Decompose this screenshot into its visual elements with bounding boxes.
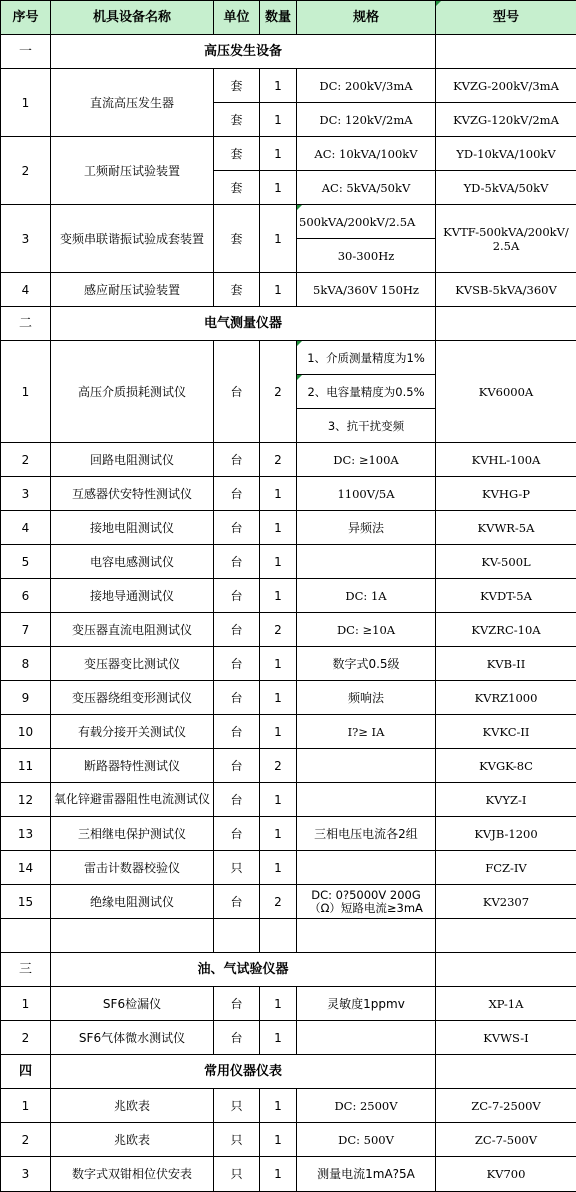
item-name: 接地导通测试仪 bbox=[51, 579, 214, 613]
item-unit: 只 bbox=[214, 1089, 260, 1123]
item-unit: 台 bbox=[214, 783, 260, 817]
item-model: KVYZ-I bbox=[436, 783, 576, 817]
header-model: 型号 bbox=[436, 1, 576, 35]
item-name: 兆欧表 bbox=[51, 1089, 214, 1123]
section-title: 电气测量仪器 bbox=[51, 307, 436, 341]
item-unit: 套 bbox=[214, 137, 260, 171]
item-number: 8 bbox=[1, 647, 51, 681]
item-unit: 台 bbox=[214, 987, 260, 1021]
item-number: 3 bbox=[1, 477, 51, 511]
item-model: KVTF-500kVA/200kV/2.5A bbox=[436, 205, 576, 273]
item-name: 高压介质损耗测试仪 bbox=[51, 341, 214, 443]
empty-cell bbox=[51, 919, 214, 953]
item-spec bbox=[297, 783, 436, 817]
table-row bbox=[1, 1021, 576, 1055]
item-model: KV2307 bbox=[436, 885, 576, 919]
item-spec: 1100V/5A bbox=[297, 477, 436, 511]
item-spec: DC: 200kV/3mA bbox=[297, 69, 436, 103]
empty-row bbox=[1, 919, 576, 953]
item-qty: 1 bbox=[260, 647, 297, 681]
table-row bbox=[1, 613, 576, 647]
item-spec: 数字式0.5级 bbox=[297, 647, 436, 681]
item-model: KVB-II bbox=[436, 647, 576, 681]
item-model: FCZ-IV bbox=[436, 851, 576, 885]
item-model: KVHL-100A bbox=[436, 443, 576, 477]
section-empty-cell bbox=[436, 307, 576, 341]
section-row bbox=[1, 1055, 576, 1089]
item-model: KVJB-1200 bbox=[436, 817, 576, 851]
header-no: 序号 bbox=[1, 1, 51, 35]
item-qty: 2 bbox=[260, 885, 297, 919]
item-name: 变压器变比测试仪 bbox=[51, 647, 214, 681]
item-qty: 1 bbox=[260, 1089, 297, 1123]
item-qty: 1 bbox=[260, 783, 297, 817]
table-row bbox=[1, 137, 576, 171]
item-number: 2 bbox=[1, 1123, 51, 1157]
item-name: 兆欧表 bbox=[51, 1123, 214, 1157]
item-model: KVWR-5A bbox=[436, 511, 576, 545]
item-name: 感应耐压试验装置 bbox=[51, 273, 214, 307]
item-number: 4 bbox=[1, 273, 51, 307]
item-model: KV6000A bbox=[436, 341, 576, 443]
item-unit: 只 bbox=[214, 1157, 260, 1192]
section-row bbox=[1, 35, 576, 69]
item-model: KVKC-II bbox=[436, 715, 576, 749]
item-unit: 台 bbox=[214, 579, 260, 613]
item-number: 2 bbox=[1, 1021, 51, 1055]
item-number: 15 bbox=[1, 885, 51, 919]
item-number: 9 bbox=[1, 681, 51, 715]
item-name: 氧化锌避雷器阻性电流测试仪 bbox=[51, 783, 214, 817]
table-row bbox=[1, 987, 576, 1021]
table-row bbox=[1, 1123, 576, 1157]
item-unit: 台 bbox=[214, 613, 260, 647]
item-model: KVRZ1000 bbox=[436, 681, 576, 715]
item-number: 3 bbox=[1, 205, 51, 273]
item-spec: 2、电容量精度为0.5% bbox=[297, 375, 436, 409]
item-qty: 1 bbox=[260, 103, 297, 137]
item-qty: 1 bbox=[260, 1021, 297, 1055]
table-row bbox=[1, 817, 576, 851]
item-qty: 1 bbox=[260, 477, 297, 511]
empty-cell bbox=[214, 919, 260, 953]
item-model: KV-500L bbox=[436, 545, 576, 579]
item-name: 绝缘电阻测试仪 bbox=[51, 885, 214, 919]
item-unit: 台 bbox=[214, 545, 260, 579]
header-spec: 规格 bbox=[297, 1, 436, 35]
header-name: 机具设备名称 bbox=[51, 1, 214, 35]
table-row bbox=[1, 511, 576, 545]
item-qty: 2 bbox=[260, 443, 297, 477]
section-number: 四 bbox=[1, 1055, 51, 1089]
item-unit: 套 bbox=[214, 171, 260, 205]
section-row bbox=[1, 307, 576, 341]
item-unit: 套 bbox=[214, 273, 260, 307]
item-unit: 台 bbox=[214, 749, 260, 783]
item-spec: AC: 5kVA/50kV bbox=[297, 171, 436, 205]
item-number: 1 bbox=[1, 1089, 51, 1123]
item-qty: 2 bbox=[260, 749, 297, 783]
table-row bbox=[1, 273, 576, 307]
section-row bbox=[1, 953, 576, 987]
section-number: 三 bbox=[1, 953, 51, 987]
item-number: 1 bbox=[1, 987, 51, 1021]
item-qty: 2 bbox=[260, 613, 297, 647]
item-number: 4 bbox=[1, 511, 51, 545]
item-number: 2 bbox=[1, 443, 51, 477]
item-spec: I?≥ IA bbox=[297, 715, 436, 749]
section-number: 一 bbox=[1, 35, 51, 69]
item-name: 电容电感测试仪 bbox=[51, 545, 214, 579]
item-spec: 测量电流1mA?5A bbox=[297, 1157, 436, 1192]
header-unit: 单位 bbox=[214, 1, 260, 35]
table-row bbox=[1, 715, 576, 749]
item-name: SF6检漏仪 bbox=[51, 987, 214, 1021]
table-row bbox=[1, 205, 576, 239]
item-qty: 1 bbox=[260, 851, 297, 885]
item-name: 互感器伏安特性测试仪 bbox=[51, 477, 214, 511]
section-title: 高压发生设备 bbox=[51, 35, 436, 69]
empty-cell bbox=[436, 919, 576, 953]
item-name: 接地电阻测试仪 bbox=[51, 511, 214, 545]
table-row bbox=[1, 783, 576, 817]
item-name: 数字式双钳相位伏安表 bbox=[51, 1157, 214, 1192]
item-number: 11 bbox=[1, 749, 51, 783]
item-qty: 1 bbox=[260, 817, 297, 851]
item-spec bbox=[297, 749, 436, 783]
item-model: KVZRC-10A bbox=[436, 613, 576, 647]
item-number: 3 bbox=[1, 1157, 51, 1192]
item-spec: 5kVA/360V 150Hz bbox=[297, 273, 436, 307]
item-qty: 1 bbox=[260, 171, 297, 205]
item-spec: DC: 1A bbox=[297, 579, 436, 613]
item-unit: 台 bbox=[214, 817, 260, 851]
empty-cell bbox=[297, 919, 436, 953]
item-model: KVDT-5A bbox=[436, 579, 576, 613]
item-model: ZC-7-500V bbox=[436, 1123, 576, 1157]
item-spec: DC: 0?5000V 200G（Ω）短路电流≥3mA bbox=[297, 885, 436, 919]
section-title: 常用仪器仪表 bbox=[51, 1055, 436, 1089]
item-spec: 三相电压电流各2组 bbox=[297, 817, 436, 851]
section-title: 油、气试验仪器 bbox=[51, 953, 436, 987]
item-name: 变压器直流电阻测试仪 bbox=[51, 613, 214, 647]
item-name: 三相继电保护测试仪 bbox=[51, 817, 214, 851]
item-name: 雷击计数器校验仪 bbox=[51, 851, 214, 885]
item-number: 12 bbox=[1, 783, 51, 817]
item-unit: 只 bbox=[214, 851, 260, 885]
empty-cell bbox=[1, 919, 51, 953]
item-number: 2 bbox=[1, 137, 51, 205]
table-row bbox=[1, 579, 576, 613]
item-model: KVWS-I bbox=[436, 1021, 576, 1055]
item-qty: 2 bbox=[260, 341, 297, 443]
item-unit: 台 bbox=[214, 443, 260, 477]
item-spec: 灵敏度1ppmv bbox=[297, 987, 436, 1021]
item-qty: 1 bbox=[260, 273, 297, 307]
table-row bbox=[1, 341, 576, 375]
item-spec bbox=[297, 1021, 436, 1055]
item-unit: 台 bbox=[214, 715, 260, 749]
table-row bbox=[1, 681, 576, 715]
item-unit: 台 bbox=[214, 681, 260, 715]
item-unit: 台 bbox=[214, 885, 260, 919]
item-unit: 套 bbox=[214, 205, 260, 273]
section-empty-cell bbox=[436, 953, 576, 987]
item-spec: DC: 500V bbox=[297, 1123, 436, 1157]
item-name: 变压器绕组变形测试仪 bbox=[51, 681, 214, 715]
item-number: 1 bbox=[1, 69, 51, 137]
item-spec: 500kVA/200kV/2.5A bbox=[297, 205, 436, 239]
item-model: KVHG-P bbox=[436, 477, 576, 511]
item-number: 1 bbox=[1, 341, 51, 443]
item-spec: 异频法 bbox=[297, 511, 436, 545]
section-empty-cell bbox=[436, 35, 576, 69]
item-model: ZC-7-2500V bbox=[436, 1089, 576, 1123]
section-empty-cell bbox=[436, 1055, 576, 1089]
table-row bbox=[1, 1157, 576, 1192]
item-number: 5 bbox=[1, 545, 51, 579]
item-name: 工频耐压试验装置 bbox=[51, 137, 214, 205]
item-model: KVZG-120kV/2mA bbox=[436, 103, 576, 137]
item-name: 回路电阻测试仪 bbox=[51, 443, 214, 477]
item-unit: 只 bbox=[214, 1123, 260, 1157]
item-model: KVZG-200kV/3mA bbox=[436, 69, 576, 103]
item-model: YD-10kVA/100kV bbox=[436, 137, 576, 171]
item-qty: 1 bbox=[260, 715, 297, 749]
item-unit: 套 bbox=[214, 103, 260, 137]
item-unit: 台 bbox=[214, 647, 260, 681]
item-spec: DC: 120kV/2mA bbox=[297, 103, 436, 137]
item-qty: 1 bbox=[260, 1123, 297, 1157]
table-row bbox=[1, 647, 576, 681]
item-spec: DC: ≥10A bbox=[297, 613, 436, 647]
item-unit: 台 bbox=[214, 511, 260, 545]
item-spec bbox=[297, 851, 436, 885]
table-row bbox=[1, 885, 576, 919]
table-row bbox=[1, 749, 576, 783]
item-model: XP-1A bbox=[436, 987, 576, 1021]
item-model: KVGK-8C bbox=[436, 749, 576, 783]
item-unit: 套 bbox=[214, 69, 260, 103]
item-spec bbox=[297, 545, 436, 579]
table-row bbox=[1, 1089, 576, 1123]
item-unit: 台 bbox=[214, 477, 260, 511]
item-unit: 台 bbox=[214, 341, 260, 443]
item-spec: 1、介质测量精度为1% bbox=[297, 341, 436, 375]
header-row bbox=[1, 1, 576, 35]
header-qty: 数量 bbox=[260, 1, 297, 35]
item-qty: 1 bbox=[260, 69, 297, 103]
table-row bbox=[1, 545, 576, 579]
table-row bbox=[1, 851, 576, 885]
item-name: 有载分接开关测试仪 bbox=[51, 715, 214, 749]
item-spec: 频响法 bbox=[297, 681, 436, 715]
item-spec: DC: ≥100A bbox=[297, 443, 436, 477]
item-qty: 1 bbox=[260, 137, 297, 171]
item-spec: DC: 2500V bbox=[297, 1089, 436, 1123]
item-name: 断路器特性测试仪 bbox=[51, 749, 214, 783]
table-row bbox=[1, 443, 576, 477]
table-row bbox=[1, 477, 576, 511]
item-number: 10 bbox=[1, 715, 51, 749]
item-name: 变频串联谐振试验成套装置 bbox=[51, 205, 214, 273]
item-qty: 1 bbox=[260, 579, 297, 613]
item-unit: 台 bbox=[214, 1021, 260, 1055]
item-model: KVSB-5kVA/360V bbox=[436, 273, 576, 307]
section-number: 二 bbox=[1, 307, 51, 341]
empty-cell bbox=[260, 919, 297, 953]
item-spec: 3、抗干扰变频 bbox=[297, 409, 436, 443]
item-qty: 1 bbox=[260, 511, 297, 545]
item-spec: AC: 10kVA/100kV bbox=[297, 137, 436, 171]
item-model: YD-5kVA/50kV bbox=[436, 171, 576, 205]
item-model: KV700 bbox=[436, 1157, 576, 1192]
item-qty: 1 bbox=[260, 987, 297, 1021]
item-number: 6 bbox=[1, 579, 51, 613]
item-name: 直流高压发生器 bbox=[51, 69, 214, 137]
item-qty: 1 bbox=[260, 1157, 297, 1192]
item-spec: 30-300Hz bbox=[297, 239, 436, 273]
item-number: 14 bbox=[1, 851, 51, 885]
item-qty: 1 bbox=[260, 681, 297, 715]
item-number: 13 bbox=[1, 817, 51, 851]
item-number: 7 bbox=[1, 613, 51, 647]
item-qty: 1 bbox=[260, 545, 297, 579]
item-qty: 1 bbox=[260, 205, 297, 273]
item-name: SF6气体微水测试仪 bbox=[51, 1021, 214, 1055]
table-row bbox=[1, 69, 576, 103]
